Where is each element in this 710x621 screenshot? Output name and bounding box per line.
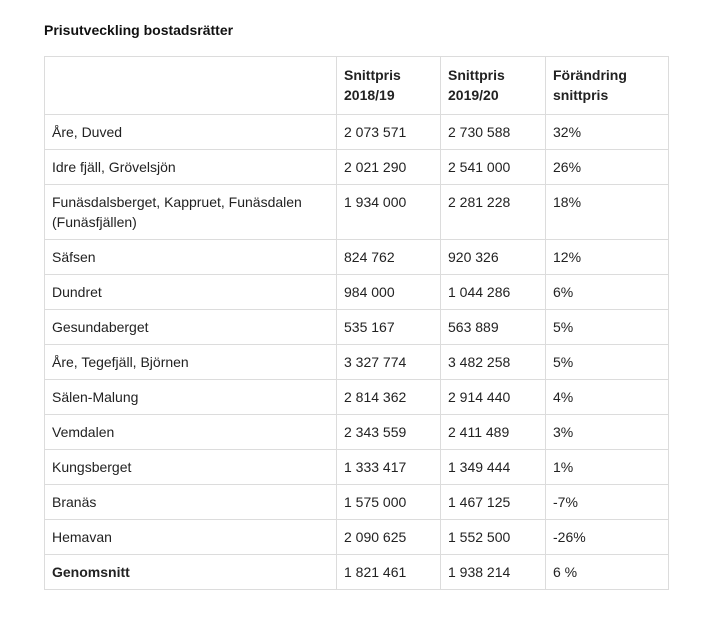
table-row — [45, 275, 669, 310]
cell-price-2019-20: 1 552 500 — [441, 520, 546, 555]
table-row — [45, 485, 669, 520]
cell-price-2018-19: 1 333 417 — [337, 450, 441, 485]
cell-price-2018-19: 2 814 362 — [337, 380, 441, 415]
cell-region: Säfsen — [45, 240, 337, 275]
cell-price-2019-20: 2 411 489 — [441, 415, 546, 450]
cell-price-2018-19: 824 762 — [337, 240, 441, 275]
header-change — [546, 57, 669, 115]
cell-price-2018-19: 1 575 000 — [337, 485, 441, 520]
cell-change: 32% — [546, 115, 669, 150]
header-line: Förändring — [553, 67, 627, 83]
header-line: Snittpris — [344, 67, 401, 83]
cell-region: Åre, Duved — [45, 115, 337, 150]
table-total-row — [45, 555, 669, 590]
table-row — [45, 520, 669, 555]
cell-change: 4% — [546, 380, 669, 415]
cell-region: Vemdalen — [45, 415, 337, 450]
table-row — [45, 450, 669, 485]
table-row — [45, 345, 669, 380]
cell-change: 1% — [546, 450, 669, 485]
cell-price-2019-20: 2 914 440 — [441, 380, 546, 415]
cell-price-2019-20: 3 482 258 — [441, 345, 546, 380]
cell-price-2018-19: 2 073 571 — [337, 115, 441, 150]
cell-price-2019-20: 920 326 — [441, 240, 546, 275]
cell-region: Kungsberget — [45, 450, 337, 485]
cell-price-2018-19: 535 167 — [337, 310, 441, 345]
cell-price-2019-20: 1 044 286 — [441, 275, 546, 310]
cell-total-change: 6 % — [546, 555, 669, 590]
cell-price-2019-20: 2 541 000 — [441, 150, 546, 185]
cell-total-price-2018-19: 1 821 461 — [337, 555, 441, 590]
cell-price-2018-19: 2 090 625 — [337, 520, 441, 555]
table-title: Prisutveckling bostadsrätter — [44, 22, 234, 38]
cell-change: 5% — [546, 310, 669, 345]
table-row — [45, 415, 669, 450]
cell-region: Dundret — [45, 275, 337, 310]
cell-change: 5% — [546, 345, 669, 380]
cell-region: Åre, Tegefjäll, Björnen — [45, 345, 337, 380]
cell-price-2018-19: 2 021 290 — [337, 150, 441, 185]
cell-total-price-2019-20: 1 938 214 — [441, 555, 546, 590]
cell-price-2019-20: 2 730 588 — [441, 115, 546, 150]
cell-price-2019-20: 1 349 444 — [441, 450, 546, 485]
table-row — [45, 240, 669, 275]
cell-region: Idre fjäll, Grövelsjön — [45, 150, 337, 185]
header-price-2019-20 — [441, 57, 546, 115]
cell-price-2019-20: 2 281 228 — [441, 185, 546, 240]
cell-region: Branäs — [45, 485, 337, 520]
table-row — [45, 310, 669, 345]
table-header-row — [45, 57, 669, 115]
cell-region: Sälen-Malung — [45, 380, 337, 415]
header-region — [45, 57, 337, 115]
cell-change: 18% — [546, 185, 669, 240]
cell-price-2018-19: 3 327 774 — [337, 345, 441, 380]
header-price-2018-19 — [337, 57, 441, 115]
price-development-table — [44, 56, 669, 590]
cell-region: Hemavan — [45, 520, 337, 555]
cell-change: 12% — [546, 240, 669, 275]
cell-change: 26% — [546, 150, 669, 185]
cell-change: -26% — [546, 520, 669, 555]
cell-change: 3% — [546, 415, 669, 450]
table-row — [45, 380, 669, 415]
table-row — [45, 115, 669, 150]
cell-region: Funäsdalsberget, Kappruet, Funäsdalen (Funäsfjällen) — [45, 185, 337, 240]
cell-total-label: Genomsnitt — [45, 555, 337, 590]
header-line: 2018/19 — [344, 87, 395, 103]
header-line: 2019/20 — [448, 87, 499, 103]
cell-price-2019-20: 563 889 — [441, 310, 546, 345]
cell-price-2019-20: 1 467 125 — [441, 485, 546, 520]
cell-change: -7% — [546, 485, 669, 520]
header-line: snittpris — [553, 87, 609, 103]
cell-price-2018-19: 2 343 559 — [337, 415, 441, 450]
cell-region: Gesundaberget — [45, 310, 337, 345]
header-line: Snittpris — [448, 67, 505, 83]
cell-price-2018-19: 1 934 000 — [337, 185, 441, 240]
cell-change: 6% — [546, 275, 669, 310]
cell-price-2018-19: 984 000 — [337, 275, 441, 310]
table-row — [45, 185, 669, 240]
table-row — [45, 150, 669, 185]
